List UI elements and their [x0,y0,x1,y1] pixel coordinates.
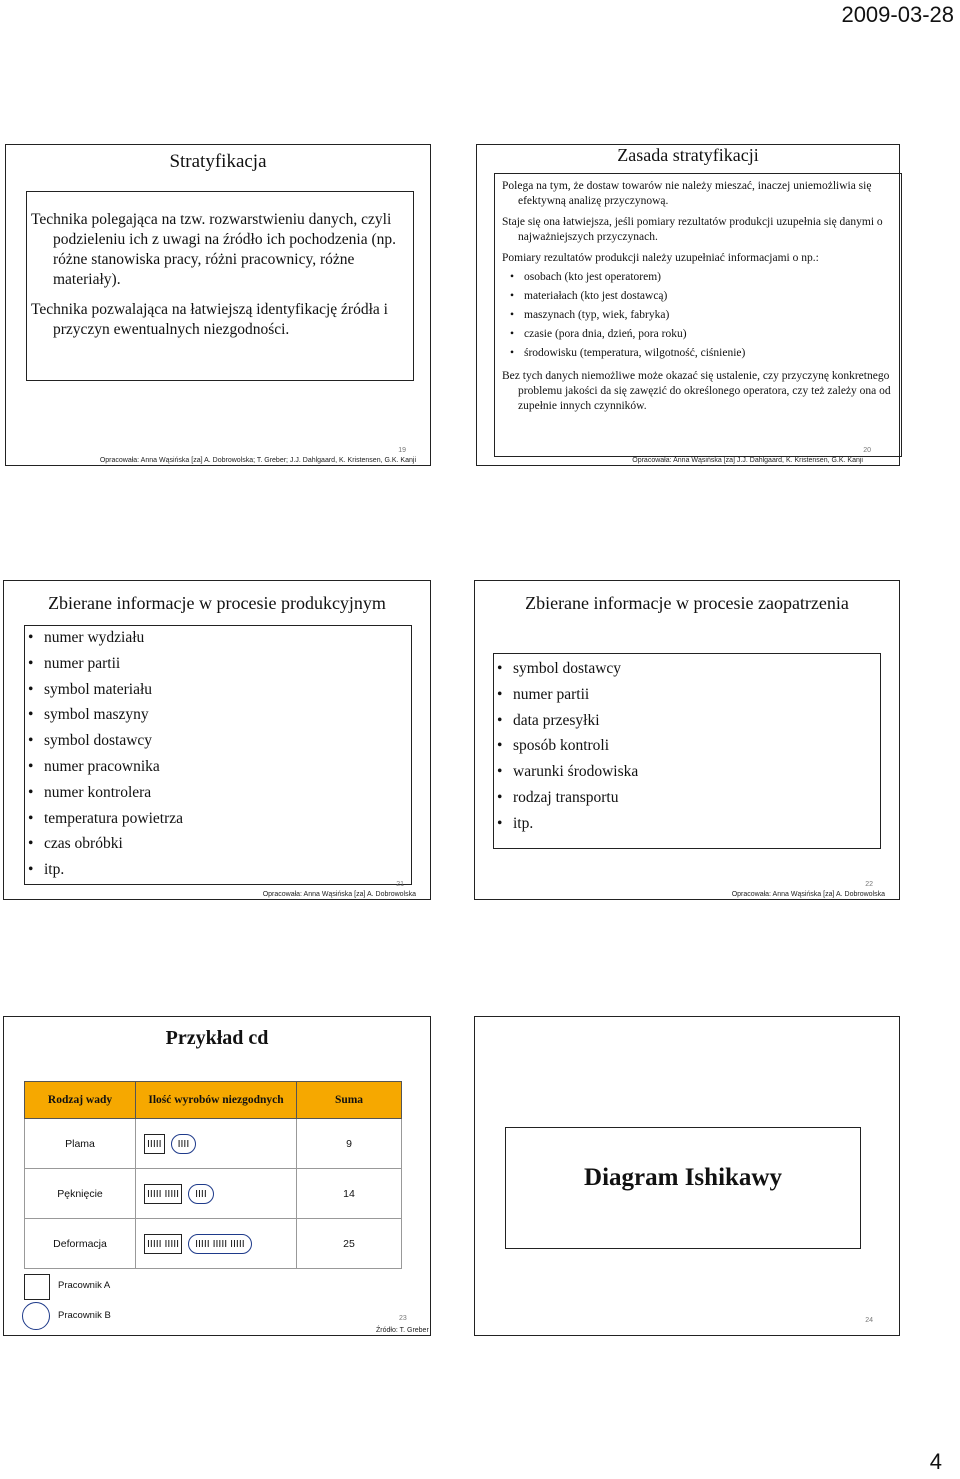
header-cell: Suma [297,1082,402,1119]
sum-cell: 14 [297,1169,402,1219]
info-list [502,270,894,361]
slide-22 [474,580,900,900]
list-item: • numer wydziału [26,625,183,651]
list-item: • numer pracownika [26,754,183,780]
slide-credit: Opracowała: Anna Wąsińska [za] J.J. Dahlgaard, K. Kristensen, G.K. Kanji [632,457,863,464]
legend-square-icon [24,1274,50,1300]
slide-heading: Diagram Ishikawy [584,1164,782,1191]
info-list [26,625,183,883]
slide-title: Zbierane informacje w procesie zaopatrzenia [525,593,849,613]
slide-title: Przykład cd [165,1027,269,1049]
content-box [505,1127,861,1249]
slide-number: 23 [399,1315,407,1322]
list-item: • sposób kontroli [495,733,638,759]
paragraph: Pomiary rezultatów produkcji należy uzupełniać informacjami o np.: [502,252,819,264]
slide-credit: Opracowała: Anna Wąsińska [za] A. Dobrowolska [731,891,885,898]
list-item: • symbol dostawcy [495,656,638,682]
paragraph: Polega na tym, że dostaw towarów nie należy mieszać, inaczej uniemożliwia się efektywną analizę przyczynową. [502,180,872,207]
slide-number: 20 [863,447,871,454]
header-cell: Rodzaj wady [25,1082,136,1119]
list-item: • itp. [495,811,638,837]
defects-table [24,1081,402,1269]
header-cell: Ilość wyrobów niezgodnych [136,1082,297,1119]
slide-title: Zasada stratyfikacji [617,145,759,165]
legend-worker-b: Pracownik B [58,1310,111,1321]
tally-worker-b: IIII [188,1184,214,1204]
paragraph: Technika polegająca na tzw. rozwarstwieniu danych, czyli podzieleniu ich z uwagi na źródło ich pochodzenia (np. różne stanowiska pracy, różni pracownicy, różne materiały). [31,211,397,288]
list-item: • temperatura powietrza [26,806,183,832]
list-item: • warunki środowiska [495,759,638,785]
paragraph: Bez tych danych niemożliwe może okazać się ustalenie, czy przyczynę konkretnego problemu jakości da się zawęzić do określonego operatora, czy też zależy ona od zupełnie innych czynników. [502,370,891,412]
info-list [495,656,638,837]
list-item: • symbol dostawcy [26,728,183,754]
defect-type: Plama [25,1119,136,1169]
tally-worker-a: IIIII IIIII [144,1184,182,1204]
list-item: • środowisku (temperatura, wilgotność, ciśnienie) [508,346,894,361]
slide-21 [3,580,431,900]
list-item: • numer partii [495,682,638,708]
slide-20 [476,144,900,466]
list-item: • rodzaj transportu [495,785,638,811]
list-item: • numer kontrolera [26,780,183,806]
tally-cell [136,1119,297,1169]
defect-type: Deformacja [25,1219,136,1269]
tally-worker-b: IIII [171,1134,197,1154]
tally-cell [136,1219,297,1269]
legend-circle-icon [22,1302,50,1330]
table-row [25,1119,402,1169]
slide-number: 19 [398,447,406,454]
table-header-row [25,1082,402,1119]
content-box [494,173,902,457]
list-item: • czasie (pora dnia, dzień, pora roku) [508,327,894,342]
slide-title: Stratyfikacja [169,151,267,172]
slide-number: 24 [865,1317,873,1324]
list-item: • czas obróbki [26,831,183,857]
slide-number: 21 [396,881,404,888]
slide-credit: Opracowała: Anna Wąsińska [za] A. Dobrowolska; T. Greber; J.J. Dahlgaard, K. Kristensen, G.K. Kanji [99,457,416,464]
slide-19 [5,144,431,466]
slide-credit: Źródło: T. Greber [376,1327,429,1334]
list-item: • symbol materiału [26,677,183,703]
list-item: • maszynach (typ, wiek, fabryka) [508,308,894,323]
sum-cell: 25 [297,1219,402,1269]
legend-worker-a: Pracownik A [58,1280,111,1291]
page-number: 4 [929,1449,942,1474]
content-box [26,191,414,381]
table-row [25,1169,402,1219]
tally-cell [136,1169,297,1219]
slide-credit: Opracowała: Anna Wąsińska [za] A. Dobrowolska [262,891,416,898]
tally-worker-a: IIIII [144,1134,165,1154]
sum-cell: 9 [297,1119,402,1169]
tally-worker-b: IIIII IIIII IIIII [188,1234,252,1254]
defect-type: Pęknięcie [25,1169,136,1219]
list-item: • materiałach (kto jest dostawcą) [508,289,894,304]
table-row [25,1219,402,1269]
slide-title: Zbierane informacje w procesie produkcyjnym [48,593,386,613]
list-item: • itp. [26,857,183,883]
slide-number: 22 [865,881,873,888]
paragraph: Technika pozwalająca na łatwiejszą identyfikację źródła i przyczyn ewentualnych niezgodności. [31,301,388,338]
list-item: • data przesyłki [495,708,638,734]
header-date: 2009-03-28 [841,2,954,27]
list-item: • osobach (kto jest operatorem) [508,270,894,285]
list-item: • numer partii [26,651,183,677]
paragraph: Staje się ona łatwiejsza, jeśli pomiary rezultatów produkcji uzupełnia się danymi o najważniejszych przyczynach. [502,216,883,243]
tally-worker-a: IIIII IIIII [144,1234,182,1254]
slide-23 [3,1016,431,1336]
slide-24 [474,1016,900,1336]
list-item: • symbol maszyny [26,702,183,728]
